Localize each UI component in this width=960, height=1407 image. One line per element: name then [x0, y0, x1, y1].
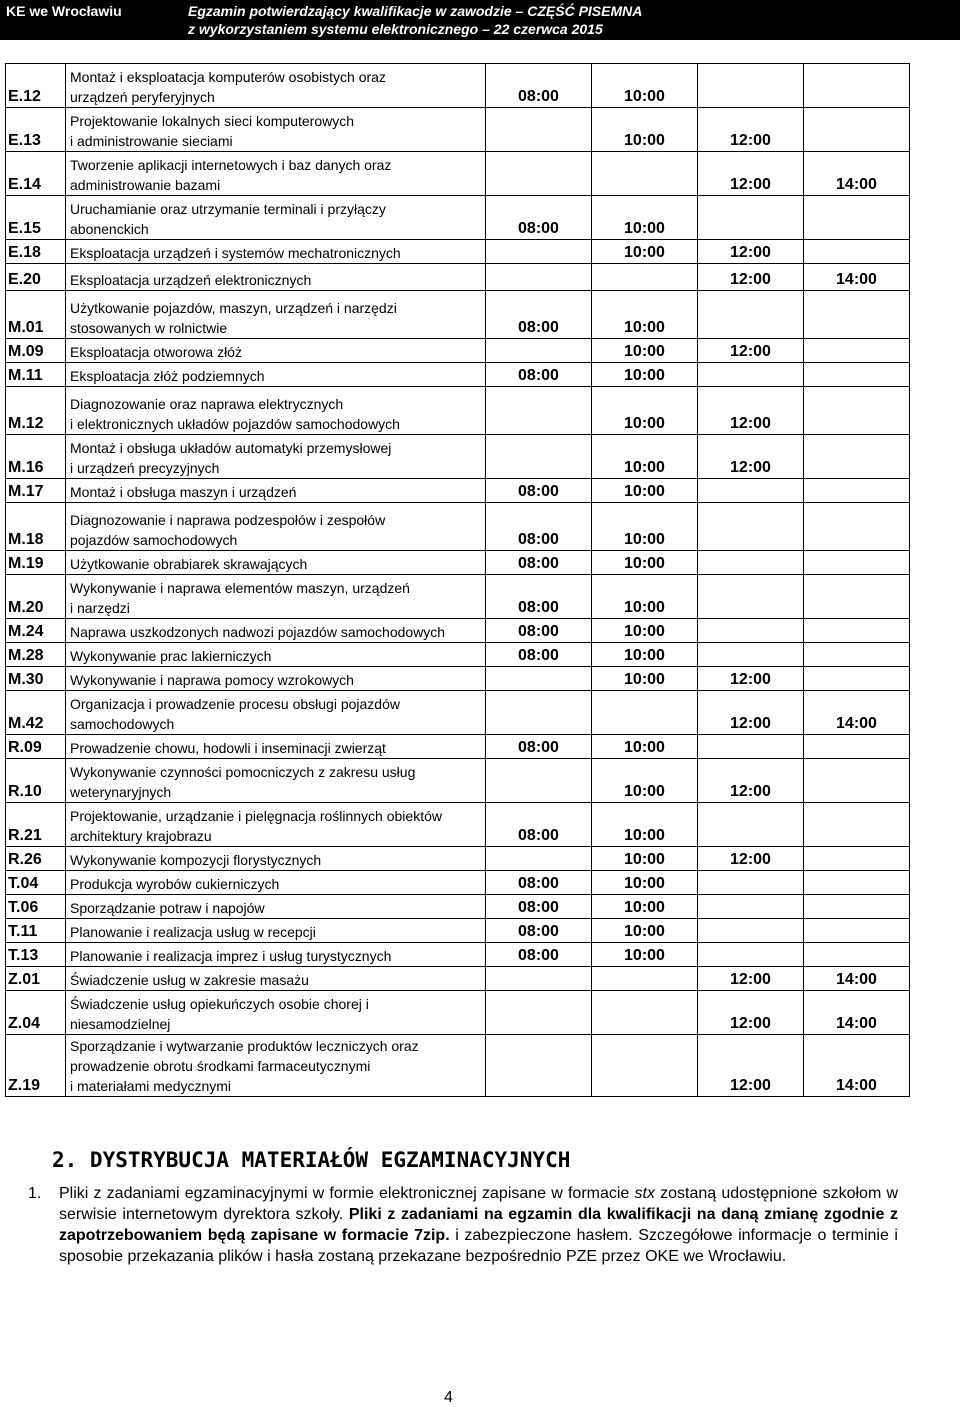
time-cell: 10:00	[592, 871, 698, 895]
row-name: Eksploatacja otworowa złóż	[66, 339, 486, 363]
row-code: T.04	[6, 871, 66, 895]
time-cell: 10:00	[592, 619, 698, 643]
time-cell	[804, 619, 910, 643]
time-cell: 14:00	[804, 967, 910, 991]
row-name: Tworzenie aplikacji internetowych i baz danych oraz administrowanie bazami	[66, 152, 486, 196]
row-code: E.12	[6, 64, 66, 108]
time-cell: 08:00	[486, 871, 592, 895]
row-code: M.20	[6, 575, 66, 619]
row-name: Wykonywanie prac lakierniczych	[66, 643, 486, 667]
row-code: E.13	[6, 108, 66, 152]
table-row	[6, 291, 910, 339]
time-cell: 08:00	[486, 735, 592, 759]
row-name: Organizacja i prowadzenie procesu obsługi pojazdów samochodowych	[66, 691, 486, 735]
time-cell: 12:00	[698, 991, 804, 1035]
paragraph-text-2: zostaną udostępnione szkołom w serwisie internetowym dyrektora szkoły.	[59, 1185, 899, 1223]
row-name: Produkcja wyrobów cukierniczych	[66, 871, 486, 895]
row-name: Wykonywanie czynności pomocniczych z zakresu usług weterynaryjnych	[66, 759, 486, 803]
row-code: M.16	[6, 435, 66, 479]
row-name: Montaż i eksploatacja komputerów osobistych oraz urządzeń peryferyjnych	[66, 64, 486, 108]
time-cell	[486, 667, 592, 691]
paragraph-body	[59, 1183, 898, 1267]
row-code: E.14	[6, 152, 66, 196]
time-cell	[486, 691, 592, 735]
paragraph-text-3: i zabezpieczone hasłem. Szczegółowe informacje o terminie i sposobie przekazania plików i hasła zostaną przekazane bezpośrednio PZE przez OKE we Wrocławiu.	[59, 1227, 898, 1265]
row-name: Sporządzanie i wytwarzanie produktów leczniczych oraz prowadzenie obrotu środkami farmaceutycznymi i materiałami medycznymi	[66, 1035, 486, 1097]
page-number: 4	[444, 1389, 453, 1406]
table-row	[6, 108, 910, 152]
row-name: Sporządzanie potraw i napojów	[66, 895, 486, 919]
row-name: Świadczenie usług opiekuńczych osobie chorej i niesamodzielnej	[66, 991, 486, 1035]
row-code: R.21	[6, 803, 66, 847]
row-name: Projektowanie lokalnych sieci komputerowych i administrowanie sieciami	[66, 108, 486, 152]
paragraph-text-1: Pliki z zadaniami egzaminacyjnymi w formie elektronicznej zapisane w formacie	[59, 1185, 635, 1202]
row-name: Użytkowanie pojazdów, maszyn, urządzeń i narzędzi stosowanych w rolnictwie	[66, 291, 486, 339]
time-cell: 10:00	[592, 479, 698, 503]
time-cell: 10:00	[592, 64, 698, 108]
time-cell	[698, 803, 804, 847]
row-code: M.30	[6, 667, 66, 691]
time-cell: 12:00	[698, 264, 804, 291]
table-row	[6, 64, 910, 108]
table-row	[6, 1035, 910, 1097]
row-name: Wykonywanie kompozycji florystycznych	[66, 847, 486, 871]
time-cell	[804, 240, 910, 264]
time-cell	[804, 339, 910, 363]
time-cell	[804, 551, 910, 575]
time-cell: 10:00	[592, 919, 698, 943]
time-cell: 08:00	[486, 363, 592, 387]
time-cell	[486, 967, 592, 991]
paragraph-bold: Pliki z zadaniami na egzamin dla kwalifikacji na daną zmianę zgodnie z zapotrzebowaniem będą zapisane w formacie 7zip.	[59, 1206, 899, 1244]
table-row	[6, 847, 910, 871]
time-cell	[592, 991, 698, 1035]
time-cell	[804, 64, 910, 108]
time-cell	[698, 871, 804, 895]
row-name: Montaż i obsługa układów automatyki przemysłowej i urządzeń precyzyjnych	[66, 435, 486, 479]
time-cell	[804, 503, 910, 551]
row-name: Eksploatacja urządzeń i systemów mechatronicznych	[66, 240, 486, 264]
time-cell	[486, 240, 592, 264]
table-row	[6, 943, 910, 967]
distribution-paragraph	[28, 1183, 898, 1267]
table-row	[6, 479, 910, 503]
time-cell	[698, 64, 804, 108]
row-code: M.42	[6, 691, 66, 735]
row-code: M.24	[6, 619, 66, 643]
time-cell	[592, 967, 698, 991]
time-cell: 08:00	[486, 895, 592, 919]
time-cell	[698, 943, 804, 967]
time-cell: 10:00	[592, 435, 698, 479]
time-cell	[804, 196, 910, 240]
time-cell	[804, 803, 910, 847]
time-cell: 08:00	[486, 196, 592, 240]
table-row	[6, 387, 910, 435]
page-header	[0, 0, 960, 40]
time-cell	[486, 264, 592, 291]
time-cell: 10:00	[592, 551, 698, 575]
row-name: Projektowanie, urządzanie i pielęgnacja roślinnych obiektów architektury krajobrazu	[66, 803, 486, 847]
time-cell	[698, 503, 804, 551]
row-code: Z.01	[6, 967, 66, 991]
row-code: M.17	[6, 479, 66, 503]
row-code: Z.04	[6, 991, 66, 1035]
time-cell: 08:00	[486, 575, 592, 619]
table-row	[6, 240, 910, 264]
time-cell: 10:00	[592, 943, 698, 967]
time-cell: 10:00	[592, 503, 698, 551]
table-row	[6, 152, 910, 196]
time-cell	[486, 991, 592, 1035]
time-cell: 12:00	[698, 967, 804, 991]
time-cell: 10:00	[592, 847, 698, 871]
time-cell: 08:00	[486, 619, 592, 643]
time-cell: 12:00	[698, 847, 804, 871]
row-code: T.06	[6, 895, 66, 919]
time-cell	[486, 108, 592, 152]
time-cell	[486, 152, 592, 196]
table-row	[6, 363, 910, 387]
time-cell	[804, 435, 910, 479]
table-row	[6, 759, 910, 803]
row-name: Montaż i obsługa maszyn i urządzeń	[66, 479, 486, 503]
time-cell	[698, 619, 804, 643]
time-cell: 10:00	[592, 339, 698, 363]
time-cell: 12:00	[698, 691, 804, 735]
time-cell: 12:00	[698, 152, 804, 196]
time-cell	[804, 847, 910, 871]
time-cell: 10:00	[592, 803, 698, 847]
row-name: Eksploatacja urządzeń elektronicznych	[66, 264, 486, 291]
time-cell	[486, 339, 592, 363]
table-row	[6, 575, 910, 619]
header-title-line2: z wykorzystaniem systemu elektronicznego – 22 czerwca 2015	[188, 21, 603, 37]
time-cell: 12:00	[698, 1035, 804, 1097]
time-cell	[804, 871, 910, 895]
time-cell	[486, 1035, 592, 1097]
row-code: R.10	[6, 759, 66, 803]
time-cell	[592, 152, 698, 196]
time-cell	[698, 895, 804, 919]
row-name: Naprawa uszkodzonych nadwozi pojazdów samochodowych	[66, 619, 486, 643]
time-cell: 10:00	[592, 387, 698, 435]
row-name: Wykonywanie i naprawa pomocy wzrokowych	[66, 667, 486, 691]
row-code: E.18	[6, 240, 66, 264]
table-row	[6, 196, 910, 240]
time-cell: 10:00	[592, 895, 698, 919]
row-code: M.01	[6, 291, 66, 339]
row-code: E.15	[6, 196, 66, 240]
time-cell: 08:00	[486, 479, 592, 503]
row-code: M.18	[6, 503, 66, 551]
row-code: R.09	[6, 735, 66, 759]
row-name: Planowanie i realizacja usług w recepcji	[66, 919, 486, 943]
table-row	[6, 551, 910, 575]
table-row	[6, 619, 910, 643]
row-name: Diagnozowanie i naprawa podzespołów i zespołów pojazdów samochodowych	[66, 503, 486, 551]
time-cell: 12:00	[698, 108, 804, 152]
table-row	[6, 643, 910, 667]
time-cell	[698, 551, 804, 575]
time-cell	[804, 667, 910, 691]
table-row	[6, 895, 910, 919]
time-cell: 08:00	[486, 503, 592, 551]
time-cell	[804, 363, 910, 387]
time-cell	[804, 919, 910, 943]
time-cell	[804, 895, 910, 919]
row-code: M.28	[6, 643, 66, 667]
time-cell: 10:00	[592, 667, 698, 691]
time-cell: 14:00	[804, 152, 910, 196]
time-cell: 14:00	[804, 691, 910, 735]
time-cell	[804, 291, 910, 339]
time-cell: 10:00	[592, 363, 698, 387]
row-name: Eksploatacja złóż podziemnych	[66, 363, 486, 387]
section-title: 2. DYSTRYBUCJA MATERIAŁÓW EGZAMINACYJNYCH	[52, 1148, 571, 1172]
time-cell	[698, 735, 804, 759]
time-cell: 10:00	[592, 759, 698, 803]
time-cell	[804, 759, 910, 803]
time-cell	[804, 943, 910, 967]
exam-schedule-table	[5, 63, 910, 1097]
row-name: Diagnozowanie oraz naprawa elektrycznych i elektronicznych układów pojazdów samochodowych	[66, 387, 486, 435]
time-cell	[486, 435, 592, 479]
list-number: 1.	[28, 1185, 42, 1202]
table-row	[6, 803, 910, 847]
row-code: R.26	[6, 847, 66, 871]
time-cell: 10:00	[592, 240, 698, 264]
time-cell: 12:00	[698, 339, 804, 363]
time-cell	[698, 575, 804, 619]
time-cell: 10:00	[592, 291, 698, 339]
header-institution: KE we Wrocławiu	[6, 3, 122, 19]
time-cell	[698, 196, 804, 240]
time-cell	[592, 264, 698, 291]
row-code: T.13	[6, 943, 66, 967]
table-row	[6, 919, 910, 943]
table-row	[6, 735, 910, 759]
time-cell: 10:00	[592, 575, 698, 619]
time-cell	[804, 387, 910, 435]
time-cell	[592, 1035, 698, 1097]
table-row	[6, 667, 910, 691]
time-cell: 12:00	[698, 435, 804, 479]
time-cell	[486, 759, 592, 803]
row-name: Uruchamianie oraz utrzymanie terminali i przyłączy abonenckich	[66, 196, 486, 240]
table-row	[6, 991, 910, 1035]
time-cell	[486, 387, 592, 435]
time-cell: 08:00	[486, 291, 592, 339]
table-row	[6, 339, 910, 363]
time-cell: 10:00	[592, 196, 698, 240]
time-cell: 08:00	[486, 943, 592, 967]
time-cell	[804, 479, 910, 503]
row-name: Użytkowanie obrabiarek skrawających	[66, 551, 486, 575]
row-name: Wykonywanie i naprawa elementów maszyn, urządzeń i narzędzi	[66, 575, 486, 619]
time-cell	[804, 108, 910, 152]
time-cell: 08:00	[486, 919, 592, 943]
time-cell: 14:00	[804, 1035, 910, 1097]
time-cell	[698, 479, 804, 503]
row-name: Prowadzenie chowu, hodowli i inseminacji zwierząt	[66, 735, 486, 759]
time-cell: 08:00	[486, 803, 592, 847]
row-name: Świadczenie usług w zakresie masażu	[66, 967, 486, 991]
time-cell: 12:00	[698, 240, 804, 264]
time-cell: 08:00	[486, 551, 592, 575]
row-code: M.19	[6, 551, 66, 575]
table-row	[6, 871, 910, 895]
time-cell	[804, 735, 910, 759]
time-cell: 10:00	[592, 643, 698, 667]
row-name: Planowanie i realizacja imprez i usług turystycznych	[66, 943, 486, 967]
time-cell: 08:00	[486, 643, 592, 667]
table-row	[6, 264, 910, 291]
header-title-line1: Egzamin potwierdzający kwalifikacje w zawodzie – CZĘŚĆ PISEMNA	[188, 3, 643, 19]
time-cell	[698, 363, 804, 387]
row-code: E.20	[6, 264, 66, 291]
time-cell: 10:00	[592, 735, 698, 759]
row-code: M.09	[6, 339, 66, 363]
time-cell: 12:00	[698, 759, 804, 803]
paragraph-format: stx	[634, 1185, 655, 1202]
time-cell: 14:00	[804, 264, 910, 291]
time-cell	[698, 919, 804, 943]
time-cell	[804, 575, 910, 619]
time-cell: 14:00	[804, 991, 910, 1035]
row-code: T.11	[6, 919, 66, 943]
time-cell: 08:00	[486, 64, 592, 108]
time-cell	[698, 291, 804, 339]
table-row	[6, 435, 910, 479]
table-row	[6, 503, 910, 551]
time-cell: 10:00	[592, 108, 698, 152]
time-cell	[486, 847, 592, 871]
time-cell	[804, 643, 910, 667]
table-row	[6, 691, 910, 735]
row-code: M.11	[6, 363, 66, 387]
table-row	[6, 967, 910, 991]
time-cell	[592, 691, 698, 735]
row-code: M.12	[6, 387, 66, 435]
time-cell: 12:00	[698, 667, 804, 691]
time-cell	[698, 643, 804, 667]
row-code: Z.19	[6, 1035, 66, 1097]
time-cell: 12:00	[698, 387, 804, 435]
